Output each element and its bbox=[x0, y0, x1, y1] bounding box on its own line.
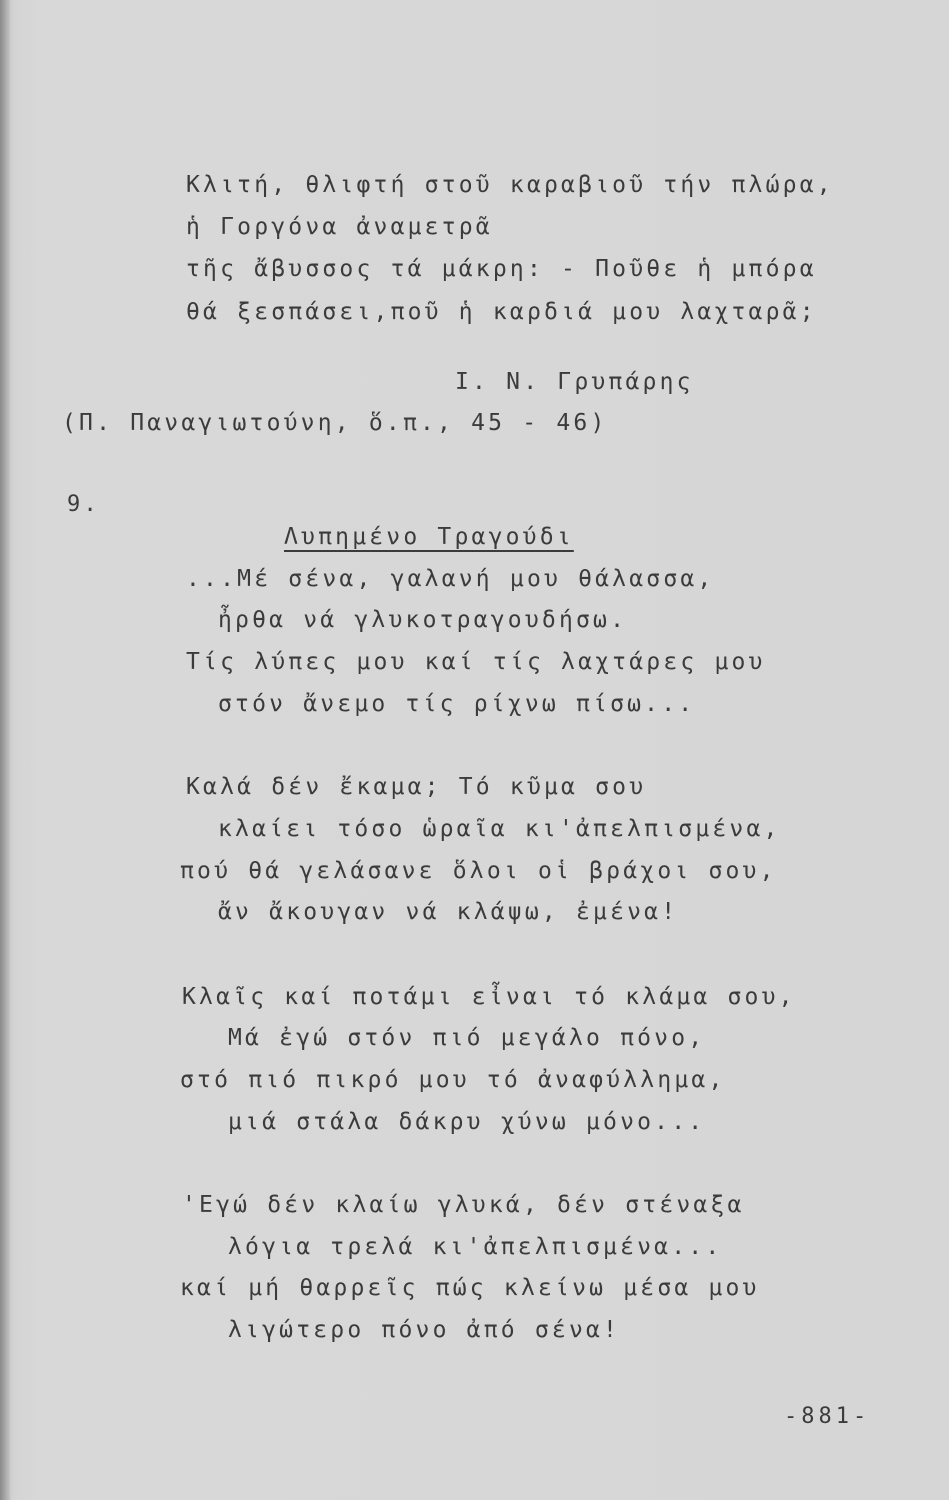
poem-line: Καλά δέν ἔκαμα; Τό κῦμα σου bbox=[186, 774, 647, 800]
poem-line: Τίς λύπες μου καί τίς λαχτάρες μου bbox=[186, 649, 766, 675]
page-binding-edge bbox=[0, 0, 10, 1500]
poem-line: ...Μέ σένα, γαλανή μου θάλασσα, bbox=[186, 566, 715, 592]
poem-line: θά ξεσπάσει,ποῦ ἡ καρδιά μου λαχταρᾶ; bbox=[186, 299, 817, 325]
poem-line: κλαίει τόσο ὡραῖα κι'ἀπελπισμένα, bbox=[218, 816, 781, 842]
poem-line: Κλιτή, θλιφτή στοῦ καραβιοῦ τήν πλώρα, bbox=[186, 172, 834, 198]
poem-line: λιγώτερο πόνο ἀπό σένα! bbox=[228, 1317, 621, 1343]
poem-line: μιά στάλα δάκρυ χύνω μόνο... bbox=[228, 1109, 706, 1135]
poem-line: λόγια τρελά κι'ἀπελπισμένα... bbox=[228, 1234, 723, 1260]
poem-author: Ι. Ν. Γρυπάρης bbox=[455, 369, 694, 395]
poem-line: ἄν ἄκουγαν νά κλάψω, ἐμένα! bbox=[218, 899, 679, 925]
poem-line: πού θά γελάσανε ὅλοι οἱ βράχοι σου, bbox=[180, 858, 777, 884]
poem-line: τῆς ἄβυσσος τά μάκρη: - Ποῦθε ἡ μπόρα bbox=[186, 256, 817, 282]
poem-line: Μά ἐγώ στόν πιό μεγάλο πόνο, bbox=[228, 1025, 706, 1051]
source-citation: (Π. Παναγιωτούνη, ὅ.π., 45 - 46) bbox=[62, 410, 608, 436]
page-number: -881- bbox=[784, 1404, 871, 1429]
poem-line: Κλαῖς καί ποτάμι εἶναι τό κλάμα σου, bbox=[182, 984, 796, 1010]
poem-line: καί μή θαρρεῖς πώς κλείνω μέσα μου bbox=[180, 1275, 760, 1301]
poem-line: στόν ἄνεμο τίς ρίχνω πίσω... bbox=[218, 691, 696, 717]
poem-line: ἡ Γοργόνα ἀναμετρᾶ bbox=[186, 214, 493, 240]
poem-line: στό πιό πικρό μου τό ἀναφύλλημα, bbox=[180, 1067, 726, 1093]
poem-line: ἦρθα νά γλυκοτραγουδήσω. bbox=[218, 607, 628, 633]
poem-line: 'Εγώ δέν κλαίω γλυκά, δέν στέναξα bbox=[182, 1192, 745, 1218]
poem-title: Λυπημένο Τραγούδι bbox=[284, 524, 574, 550]
poem-number: 9. bbox=[67, 492, 100, 517]
